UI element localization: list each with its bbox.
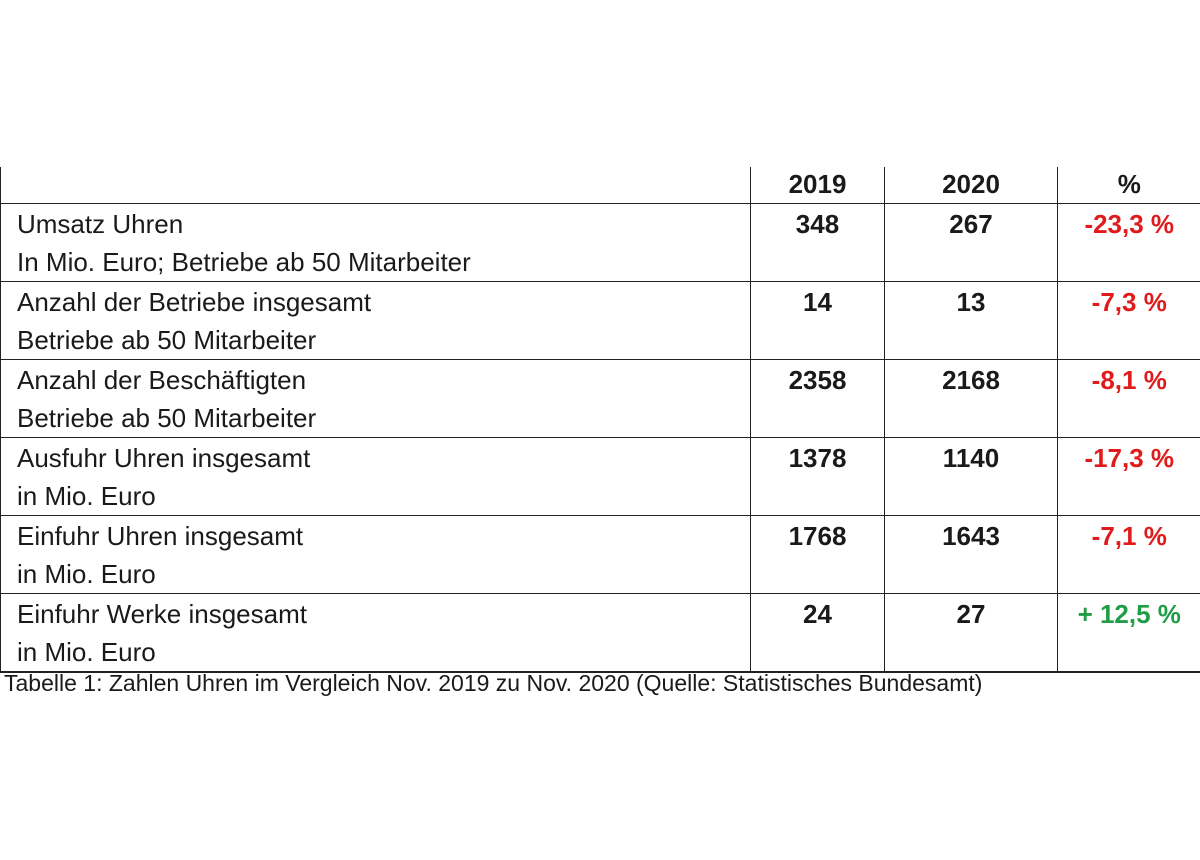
row-label-cell [1,594,751,673]
row-label-subtitle: Betriebe ab 50 Mitarbeiter [17,403,317,433]
value-2020: 13 [885,282,1058,360]
change-percent: + 12,5 % [1058,594,1200,673]
table-row [1,516,1200,594]
table-row [1,594,1200,673]
value-2020: 1643 [885,516,1058,594]
row-label-cell [1,516,751,594]
value-2019: 2358 [751,360,885,438]
row-label-title: Umsatz Uhren [17,209,184,239]
value-2020: 267 [885,204,1058,282]
row-label-subtitle: in Mio. Euro [17,637,156,667]
row-label-subtitle: in Mio. Euro [17,559,156,589]
header-2019: 2019 [751,167,885,204]
table-caption: Tabelle 1: Zahlen Uhren im Vergleich Nov. 2019 zu Nov. 2020 (Quelle: Statistisches Bundesamt) [4,670,983,696]
statistics-table [0,167,1200,673]
row-label-title: Anzahl der Betriebe insgesamt [17,287,372,317]
change-percent: -8,1 % [1058,360,1200,438]
table-row [1,360,1200,438]
row-label-subtitle: Betriebe ab 50 Mitarbeiter [17,325,317,355]
table-row [1,204,1200,282]
value-2019: 348 [751,204,885,282]
row-label-cell [1,204,751,282]
row-label-subtitle: In Mio. Euro; Betriebe ab 50 Mitarbeiter [17,247,471,277]
row-label-title: Anzahl der Beschäftigten [17,365,307,395]
row-label-title: Ausfuhr Uhren insgesamt [17,443,311,473]
header-label-cell [1,167,751,204]
header-2020: 2020 [885,167,1058,204]
row-label-cell [1,438,751,516]
change-percent: -7,3 % [1058,282,1200,360]
table-header-row [1,167,1200,204]
row-label-cell [1,360,751,438]
row-label-subtitle: in Mio. Euro [17,481,156,511]
row-label-title: Einfuhr Werke insgesamt [17,599,307,629]
value-2020: 2168 [885,360,1058,438]
header-percent: % [1058,167,1200,204]
row-label-cell [1,282,751,360]
change-percent: -7,1 % [1058,516,1200,594]
table-row [1,438,1200,516]
table-row [1,282,1200,360]
value-2019: 1768 [751,516,885,594]
value-2019: 14 [751,282,885,360]
value-2019: 24 [751,594,885,673]
value-2020: 1140 [885,438,1058,516]
value-2019: 1378 [751,438,885,516]
change-percent: -23,3 % [1058,204,1200,282]
row-label-title: Einfuhr Uhren insgesamt [17,521,304,551]
change-percent: -17,3 % [1058,438,1200,516]
value-2020: 27 [885,594,1058,673]
